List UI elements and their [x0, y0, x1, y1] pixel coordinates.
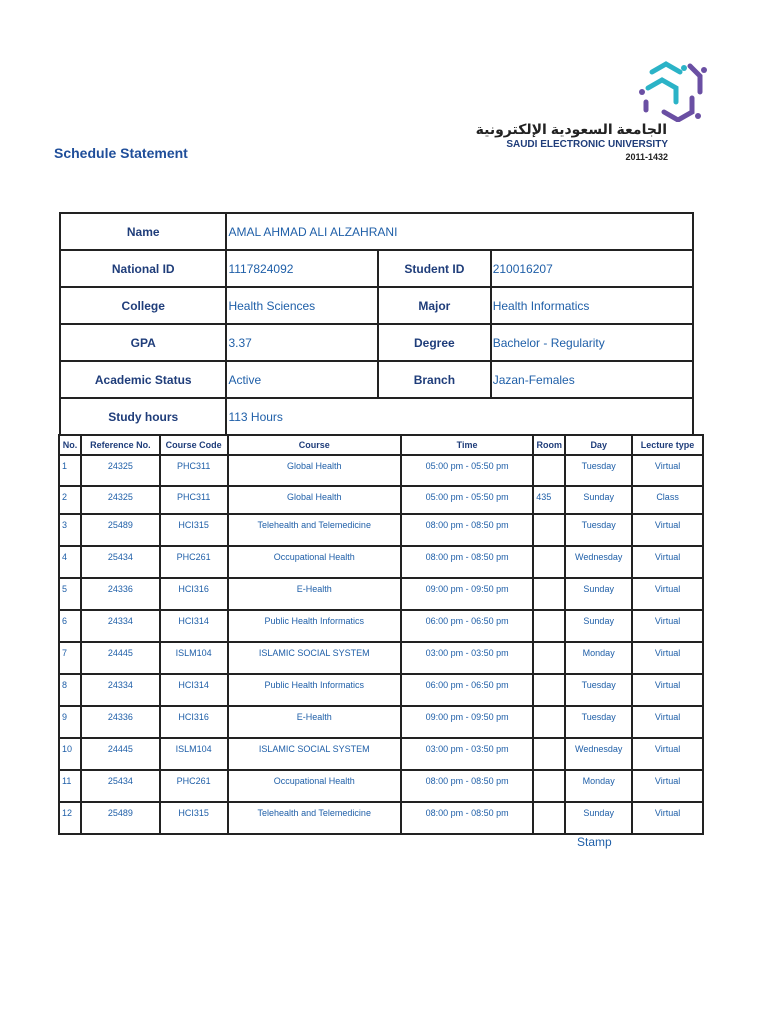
course-code: HCI314 — [160, 610, 228, 642]
info-row-name — [60, 213, 693, 250]
page-title: Schedule Statement — [54, 145, 188, 161]
room — [533, 674, 565, 706]
class-time: 05:00 pm - 05:50 pm — [401, 455, 533, 486]
lecture-type: Virtual — [632, 674, 703, 706]
status-label: Academic Status — [60, 361, 226, 398]
schedule-header-row — [59, 435, 703, 455]
table-row — [59, 455, 703, 486]
header-day: Day — [565, 435, 632, 455]
course-name: ISLAMIC SOCIAL SYSTEM — [228, 642, 401, 674]
reference-number: 24336 — [81, 706, 160, 738]
reference-number: 25434 — [81, 546, 160, 578]
day: Tuesday — [565, 514, 632, 546]
day: Tuesday — [565, 706, 632, 738]
gpa-value: 3.37 — [226, 324, 378, 361]
room — [533, 578, 565, 610]
room — [533, 546, 565, 578]
university-logo — [638, 58, 708, 122]
stamp-label: Stamp — [577, 835, 612, 849]
lecture-type: Class — [632, 486, 703, 514]
lecture-type: Virtual — [632, 802, 703, 834]
info-row-status — [60, 361, 693, 398]
header-no: No. — [59, 435, 81, 455]
row-number: 5 — [59, 578, 81, 610]
room — [533, 706, 565, 738]
class-time: 08:00 pm - 08:50 pm — [401, 770, 533, 802]
day: Wednesday — [565, 738, 632, 770]
student-info-table — [59, 212, 694, 434]
info-row-college — [60, 287, 693, 324]
table-row — [59, 546, 703, 578]
class-time: 08:00 pm - 08:50 pm — [401, 802, 533, 834]
header-lecture-type: Lecture type — [632, 435, 703, 455]
day: Sunday — [565, 578, 632, 610]
class-time: 06:00 pm - 06:50 pm — [401, 674, 533, 706]
course-name: Occupational Health — [228, 546, 401, 578]
class-time: 05:00 pm - 05:50 pm — [401, 486, 533, 514]
table-row — [59, 486, 703, 514]
table-row — [59, 802, 703, 834]
major-value: Health Informatics — [491, 287, 693, 324]
class-time: 03:00 pm - 03:50 pm — [401, 738, 533, 770]
class-time: 09:00 pm - 09:50 pm — [401, 706, 533, 738]
reference-number: 24325 — [81, 486, 160, 514]
course-name: Public Health Informatics — [228, 674, 401, 706]
room — [533, 738, 565, 770]
row-number: 10 — [59, 738, 81, 770]
course-name: Global Health — [228, 455, 401, 486]
day: Wednesday — [565, 546, 632, 578]
reference-number: 24445 — [81, 642, 160, 674]
reference-number: 24445 — [81, 738, 160, 770]
lecture-type: Virtual — [632, 610, 703, 642]
course-code: PHC261 — [160, 770, 228, 802]
course-code: ISLM104 — [160, 642, 228, 674]
room — [533, 642, 565, 674]
course-name: E-Health — [228, 706, 401, 738]
day: Tuesday — [565, 455, 632, 486]
day: Tuesday — [565, 674, 632, 706]
row-number: 12 — [59, 802, 81, 834]
header-course: Course — [228, 435, 401, 455]
course-name: Global Health — [228, 486, 401, 514]
row-number: 9 — [59, 706, 81, 738]
course-code: ISLM104 — [160, 738, 228, 770]
name-label: Name — [60, 213, 226, 250]
row-number: 6 — [59, 610, 81, 642]
course-name: Telehealth and Telemedicine — [228, 802, 401, 834]
room — [533, 455, 565, 486]
reference-number: 25434 — [81, 770, 160, 802]
student-id-value: 210016207 — [491, 250, 693, 287]
university-name-english: SAUDI ELECTRONIC UNIVERSITY — [506, 139, 668, 150]
table-row — [59, 578, 703, 610]
university-years: 2011-1432 — [625, 152, 668, 162]
row-number: 1 — [59, 455, 81, 486]
degree-value: Bachelor - Regularity — [491, 324, 693, 361]
lecture-type: Virtual — [632, 770, 703, 802]
row-number: 3 — [59, 514, 81, 546]
course-code: HCI316 — [160, 578, 228, 610]
course-name: Telehealth and Telemedicine — [228, 514, 401, 546]
header-time: Time — [401, 435, 533, 455]
university-name-arabic: الجامعة السعودية الإلكترونية — [475, 121, 667, 137]
lecture-type: Virtual — [632, 706, 703, 738]
lecture-type: Virtual — [632, 738, 703, 770]
schedule-table — [58, 434, 704, 835]
course-code: HCI316 — [160, 706, 228, 738]
header-reference: Reference No. — [81, 435, 160, 455]
branch-value: Jazan-Females — [491, 361, 693, 398]
info-row-gpa — [60, 324, 693, 361]
class-time: 08:00 pm - 08:50 pm — [401, 514, 533, 546]
day: Sunday — [565, 610, 632, 642]
day: Sunday — [565, 486, 632, 514]
name-value: AMAL AHMAD ALI ALZAHRANI — [226, 213, 693, 250]
branch-label: Branch — [378, 361, 491, 398]
header-course-code: Course Code — [160, 435, 228, 455]
course-code: HCI314 — [160, 674, 228, 706]
hours-label: Study hours — [60, 398, 226, 434]
status-value: Active — [226, 361, 378, 398]
table-row — [59, 706, 703, 738]
reference-number: 25489 — [81, 514, 160, 546]
course-name: E-Health — [228, 578, 401, 610]
table-row — [59, 642, 703, 674]
degree-label: Degree — [378, 324, 491, 361]
row-number: 4 — [59, 546, 81, 578]
room — [533, 802, 565, 834]
reference-number: 24336 — [81, 578, 160, 610]
college-value: Health Sciences — [226, 287, 378, 324]
row-number: 2 — [59, 486, 81, 514]
room — [533, 610, 565, 642]
course-code: PHC311 — [160, 455, 228, 486]
national-id-label: National ID — [60, 250, 226, 287]
room — [533, 514, 565, 546]
gpa-label: GPA — [60, 324, 226, 361]
reference-number: 25489 — [81, 802, 160, 834]
student-id-label: Student ID — [378, 250, 491, 287]
course-name: Occupational Health — [228, 770, 401, 802]
reference-number: 24325 — [81, 455, 160, 486]
course-code: HCI315 — [160, 802, 228, 834]
lecture-type: Virtual — [632, 455, 703, 486]
course-code: HCI315 — [160, 514, 228, 546]
lecture-type: Virtual — [632, 578, 703, 610]
info-row-ids — [60, 250, 693, 287]
row-number: 7 — [59, 642, 81, 674]
reference-number: 24334 — [81, 610, 160, 642]
class-time: 03:00 pm - 03:50 pm — [401, 642, 533, 674]
lecture-type: Virtual — [632, 546, 703, 578]
day: Monday — [565, 770, 632, 802]
row-number: 8 — [59, 674, 81, 706]
day: Sunday — [565, 802, 632, 834]
course-name: ISLAMIC SOCIAL SYSTEM — [228, 738, 401, 770]
class-time: 09:00 pm - 09:50 pm — [401, 578, 533, 610]
major-label: Major — [378, 287, 491, 324]
table-row — [59, 514, 703, 546]
header-room: Room — [533, 435, 565, 455]
room — [533, 770, 565, 802]
college-label: College — [60, 287, 226, 324]
table-row — [59, 674, 703, 706]
class-time: 06:00 pm - 06:50 pm — [401, 610, 533, 642]
hours-value: 113 Hours — [226, 398, 693, 434]
class-time: 08:00 pm - 08:50 pm — [401, 546, 533, 578]
lecture-type: Virtual — [632, 642, 703, 674]
course-code: PHC261 — [160, 546, 228, 578]
row-number: 11 — [59, 770, 81, 802]
room: 435 — [533, 486, 565, 514]
course-name: Public Health Informatics — [228, 610, 401, 642]
day: Monday — [565, 642, 632, 674]
course-code: PHC311 — [160, 486, 228, 514]
table-row — [59, 610, 703, 642]
table-row — [59, 770, 703, 802]
lecture-type: Virtual — [632, 514, 703, 546]
reference-number: 24334 — [81, 674, 160, 706]
table-row — [59, 738, 703, 770]
info-row-hours — [60, 398, 693, 434]
national-id-value: 1117824092 — [226, 250, 378, 287]
